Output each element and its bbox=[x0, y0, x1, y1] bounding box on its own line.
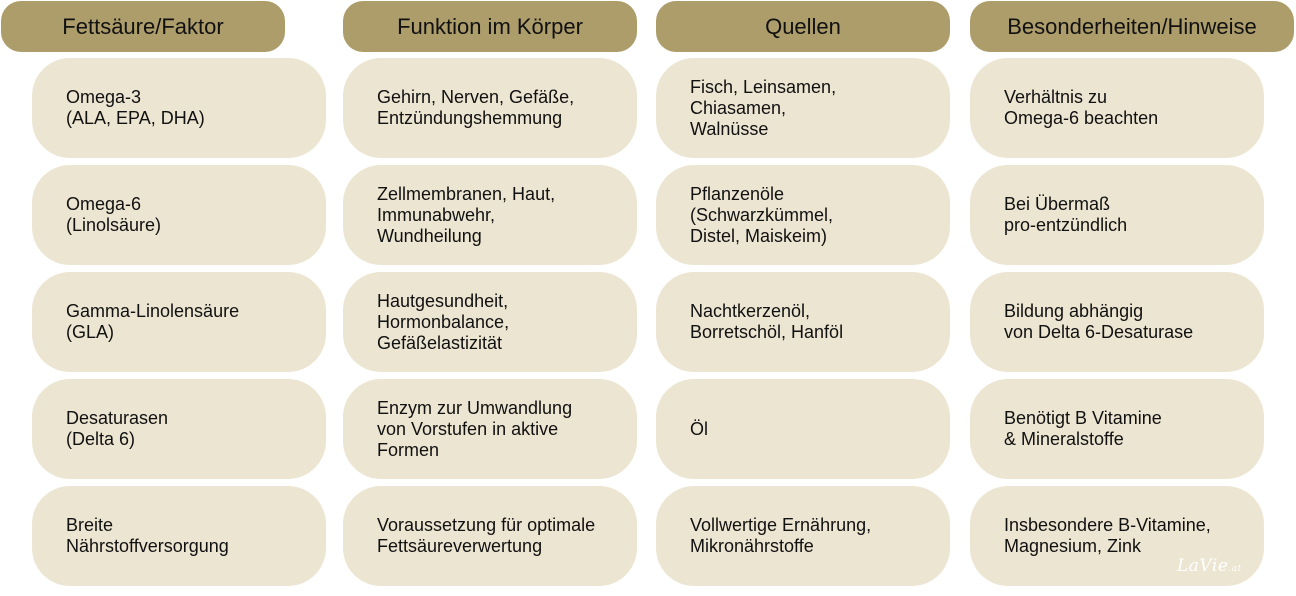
table-cell: Pflanzenöle (Schwarzkümmel, Distel, Maiskeim) bbox=[656, 165, 950, 265]
table-cell: Vollwertige Ernährung, Mikronährstoffe bbox=[656, 486, 950, 586]
table-cell: Omega-3 (ALA, EPA, DHA) bbox=[32, 58, 326, 158]
table-cell: Hautgesundheit, Hormonbalance, Gefäßelastizität bbox=[343, 272, 637, 372]
lavie-logo bbox=[1177, 556, 1242, 576]
column-header: Quellen bbox=[656, 1, 950, 52]
table-cell: Gamma-Linolensäure (GLA) bbox=[32, 272, 326, 372]
table-cell: Öl bbox=[656, 379, 950, 479]
table-cell: Fisch, Leinsamen, Chiasamen, Walnüsse bbox=[656, 58, 950, 158]
table-cell: Omega-6 (Linolsäure) bbox=[32, 165, 326, 265]
table-cell: Voraussetzung für optimale Fettsäureverwertung bbox=[343, 486, 637, 586]
table-cell: Insbesondere B-Vitamine, Magnesium, Zink bbox=[970, 486, 1264, 586]
logo-main: LaVie bbox=[1177, 556, 1229, 576]
table-cell: Verhältnis zu Omega-6 beachten bbox=[970, 58, 1264, 158]
table-cell: Desaturasen (Delta 6) bbox=[32, 379, 326, 479]
column-header: Funktion im Körper bbox=[343, 1, 637, 52]
column-header: Besonderheiten/Hinweise bbox=[970, 1, 1294, 52]
table-cell: Gehirn, Nerven, Gefäße, Entzündungshemmung bbox=[343, 58, 637, 158]
table-cell: Benötigt B Vitamine & Mineralstoffe bbox=[970, 379, 1264, 479]
table-cell: Breite Nährstoffversorgung bbox=[32, 486, 326, 586]
logo-suffix: .at bbox=[1228, 564, 1242, 574]
table-cell: Bei Übermaß pro-entzündlich bbox=[970, 165, 1264, 265]
table-cell: Bildung abhängig von Delta 6-Desaturase bbox=[970, 272, 1264, 372]
table-cell: Nachtkerzenöl, Borretschöl, Hanföl bbox=[656, 272, 950, 372]
table-cell: Enzym zur Umwandlung von Vorstufen in aktive Formen bbox=[343, 379, 637, 479]
column-header: Fettsäure/Faktor bbox=[1, 1, 285, 52]
table-cell: Zellmembranen, Haut, Immunabwehr, Wundheilung bbox=[343, 165, 637, 265]
